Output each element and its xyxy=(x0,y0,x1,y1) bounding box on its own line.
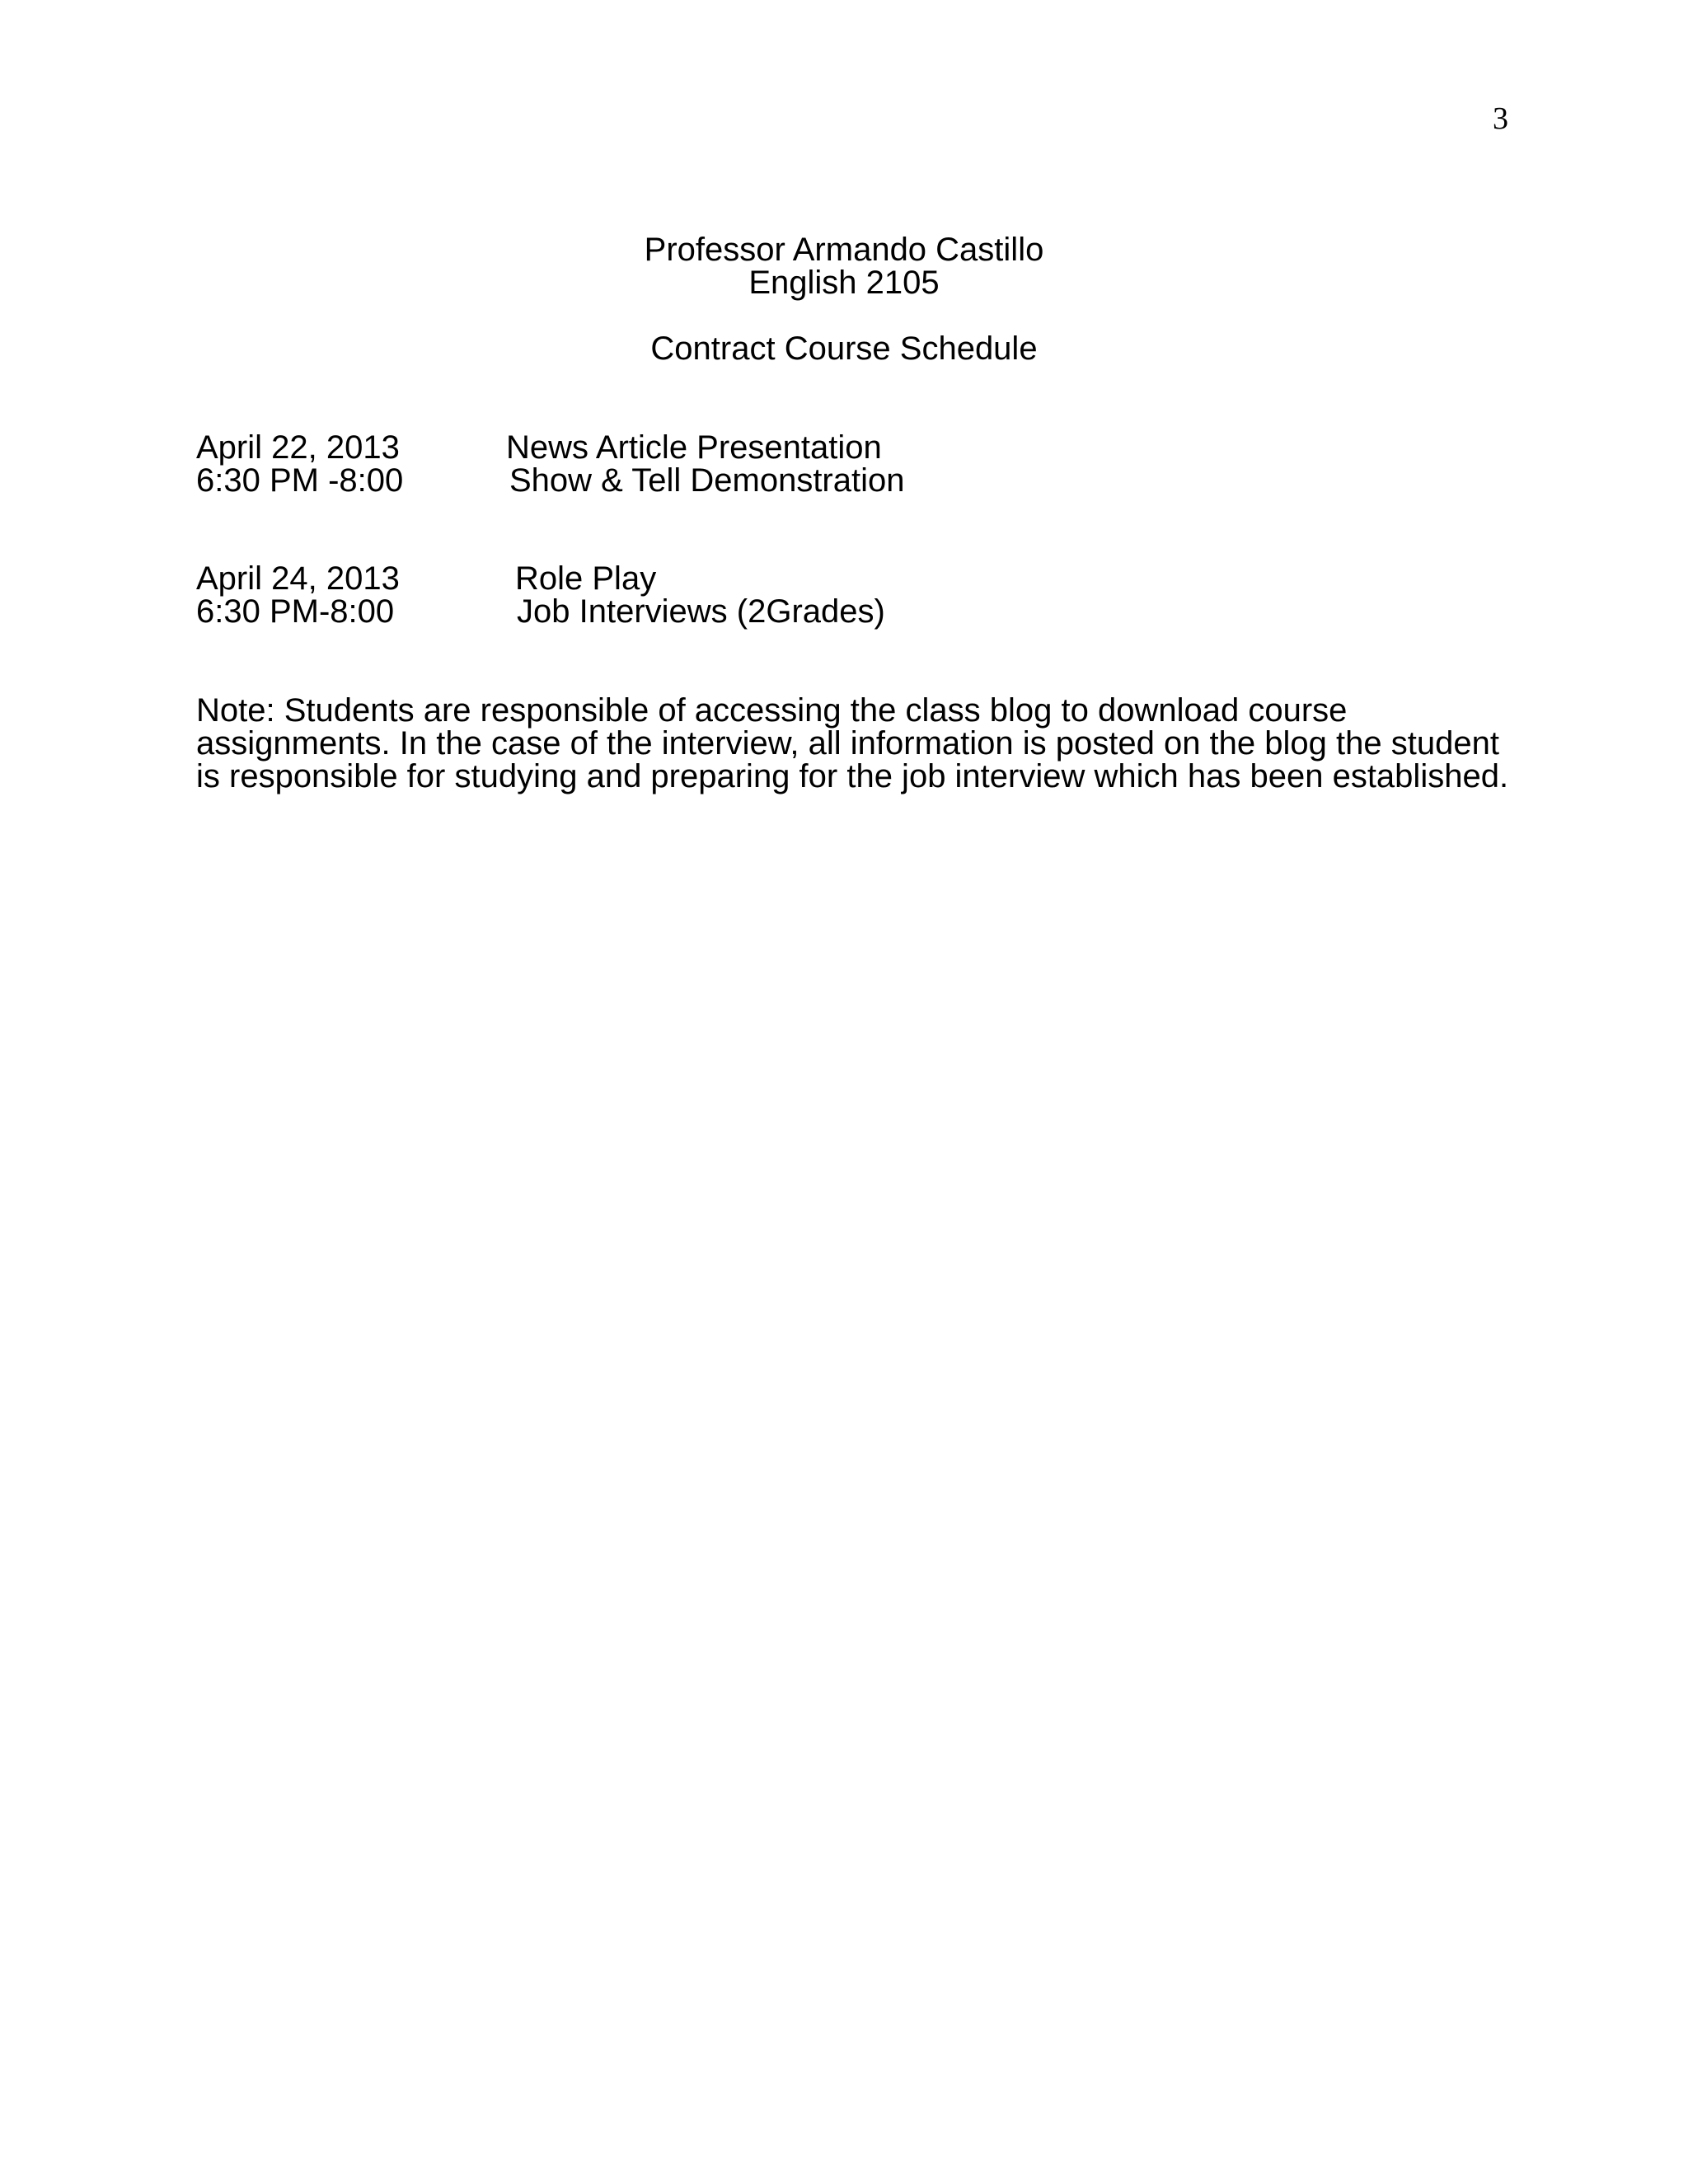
entry-activity: News Article Presentation xyxy=(506,429,882,466)
note-paragraph xyxy=(196,694,1515,793)
professor-name: Professor Armando Castillo xyxy=(644,232,1044,268)
entry-date: April 24, 2013 xyxy=(196,560,400,597)
entry-time: 6:30 PM -8:00 xyxy=(196,462,404,499)
note-line: Note: Students are responsible of accessing the class blog to download course xyxy=(196,692,1348,729)
note-line: is responsible for studying and preparing for the job interview which has been established. xyxy=(196,758,1509,794)
page-number: 3 xyxy=(1493,101,1508,136)
entry-activity: Job Interviews (2Grades) xyxy=(517,593,885,630)
course-name: English 2105 xyxy=(748,265,940,301)
schedule-title: Contract Course Schedule xyxy=(650,330,1038,367)
note-line: assignments. In the case of the interview, all information is posted on the blog the student xyxy=(196,725,1499,762)
entry-activity: Role Play xyxy=(515,560,657,597)
document-header xyxy=(0,233,1688,299)
entry-time: 6:30 PM-8:00 xyxy=(196,593,395,630)
entry-date: April 22, 2013 xyxy=(196,429,400,466)
entry-activity: Show & Tell Demonstration xyxy=(509,462,905,499)
